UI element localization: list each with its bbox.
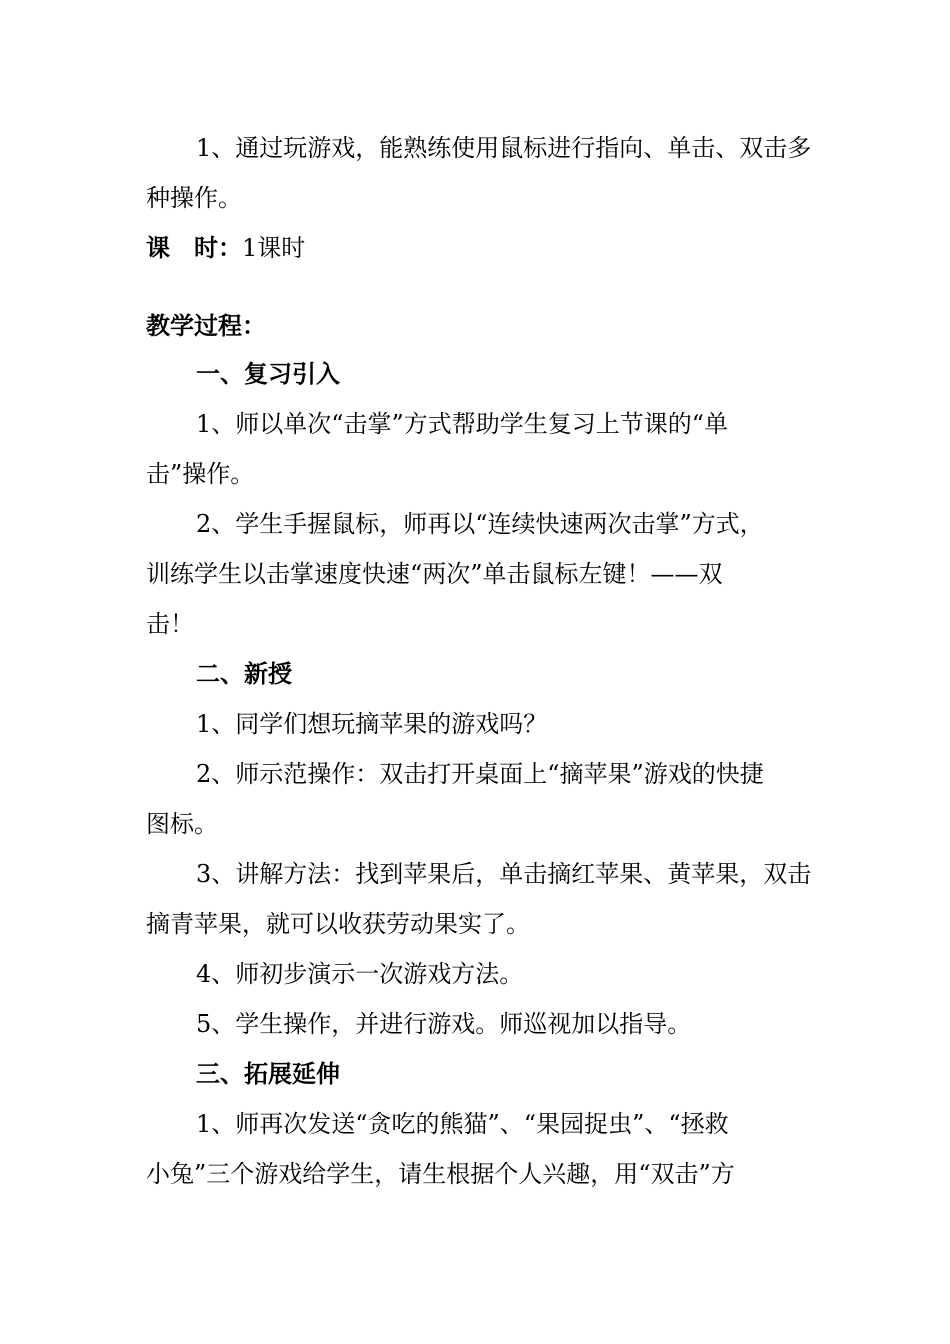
section-3-item-1-line-2: 小兔”三个游戏给学生，请生根据个人兴趣，用“双击”方 [146, 1160, 735, 1188]
section-2-item-2-line-2: 图标。 [146, 810, 218, 838]
section-2-item-2-line-1: 2、师示范操作：双击打开桌面上“摘苹果”游戏的快捷 [196, 760, 764, 788]
section-2-item-4: 4、师初步演示一次游戏方法。 [196, 960, 524, 988]
section-3-item-1-line-1: 1、师再次发送“贪吃的熊猫”、“果园捉虫”、“拯救 [196, 1110, 729, 1138]
section-1-item-2-line-1: 2、学生手握鼠标，师再以“连续快速两次击掌”方式， [196, 510, 764, 538]
class-hours-value: 1课时 [242, 234, 306, 262]
process-heading: 教学过程： [146, 311, 266, 340]
section-2-item-3-line-2: 摘青苹果，就可以收获劳动果实了。 [146, 910, 530, 938]
section-2-item-5: 5、学生操作，并进行游戏。师巡视加以指导。 [196, 1010, 692, 1038]
section-1-item-1-line-1: 1、师以单次“击掌”方式帮助学生复习上节课的“单 [196, 410, 729, 438]
section-2-heading: 二、新授 [196, 659, 292, 688]
section-1-item-2-line-3: 击！ [146, 610, 194, 638]
section-2-item-1: 1、同学们想玩摘苹果的游戏吗？ [196, 710, 548, 738]
section-1-heading: 一、复习引入 [196, 359, 340, 388]
section-1-item-1-line-2: 击”操作。 [146, 460, 255, 488]
class-hours-label: 课 时： [146, 233, 242, 262]
objective-1-line-1: 1、通过玩游戏，能熟练使用鼠标进行指向、单击、双击多 [196, 134, 812, 162]
class-hours [146, 233, 816, 263]
objective-1-line-2: 种操作。 [146, 184, 242, 212]
section-1-item-2-line-2: 训练学生以击掌速度快速“两次”单击鼠标左键！——双 [146, 560, 723, 588]
section-2-item-3-line-1: 3、讲解方法：找到苹果后，单击摘红苹果、黄苹果，双击 [196, 860, 812, 888]
section-3-heading: 三、拓展延伸 [196, 1059, 340, 1088]
